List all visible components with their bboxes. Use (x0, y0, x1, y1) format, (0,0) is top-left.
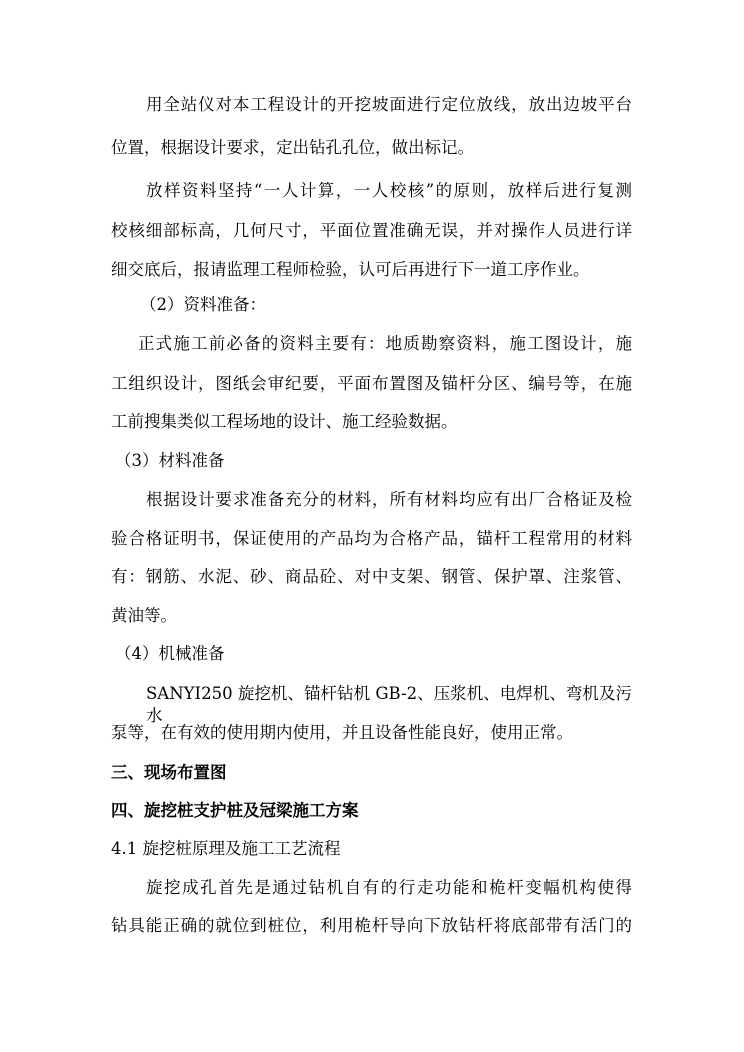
section-title: 四、旋挖桩支护桩及冠梁施工方案 (111, 801, 359, 820)
paragraph-line: 用全站仪对本工程设计的开挖坡面进行定位放线，放出边坡平台 (146, 95, 632, 114)
paragraph-line: 泵等，在有效的使用期内使用，并且设备性能良好，使用正常。 (111, 723, 573, 742)
paragraph-line: 有：钢筋、水泥、砂、商品砼、对中支架、钢管、保护罩、注浆管、 (111, 567, 632, 586)
section-heading: （4）机械准备 (115, 644, 225, 663)
paragraph-line: SANYI250 旋挖机、锚杆钻机 GB-2、压浆机、电焊机、弯机及污水 (146, 684, 632, 725)
paragraph-line: 正式施工前必备的资料主要有：地质勘察资料，施工图设计，施 (138, 334, 632, 353)
paragraph-line: 旋挖成孔首先是通过钻机自有的行走功能和桅杆变幅机构使得 (146, 878, 632, 897)
paragraph-line: 根据设计要求准备充分的材料，所有材料均应有出厂合格证及检 (146, 490, 632, 509)
paragraph-line: 工前搜集类似工程场地的设计、施工经验数据。 (111, 412, 458, 431)
subsection-title: 4.1 旋挖桩原理及施工工艺流程 (111, 839, 341, 858)
paragraph-line: 钻具能正确的就位到桩位，利用桅杆导向下放钻杆将底部带有活门的 (111, 916, 632, 935)
paragraph-line: 工组织设计，图纸会审纪要，平面布置图及锚杆分区、编号等，在施 (111, 374, 632, 393)
paragraph-line: 黄油等。 (111, 606, 177, 625)
paragraph-line: 验合格证明书，保证使用的产品均为合格产品，锚杆工程常用的材料 (111, 529, 632, 548)
paragraph-line: 位置，根据设计要求，定出钻孔孔位，做出标记。 (111, 138, 474, 157)
section-heading: （2）资料准备： (140, 295, 266, 314)
paragraph-line: 放样资料坚持“一人计算，一人校核”的原则，放样后进行复测 (146, 181, 632, 200)
paragraph-line: 校核细部标高，几何尺寸，平面位置准确无误，并对操作人员进行详 (111, 221, 632, 240)
section-title: 三、现场布置图 (111, 763, 227, 782)
section-heading: （3）材料准备 (115, 451, 225, 470)
paragraph-line: 细交底后，报请监理工程师检验，认可后再进行下一道工序作业。 (111, 260, 590, 279)
